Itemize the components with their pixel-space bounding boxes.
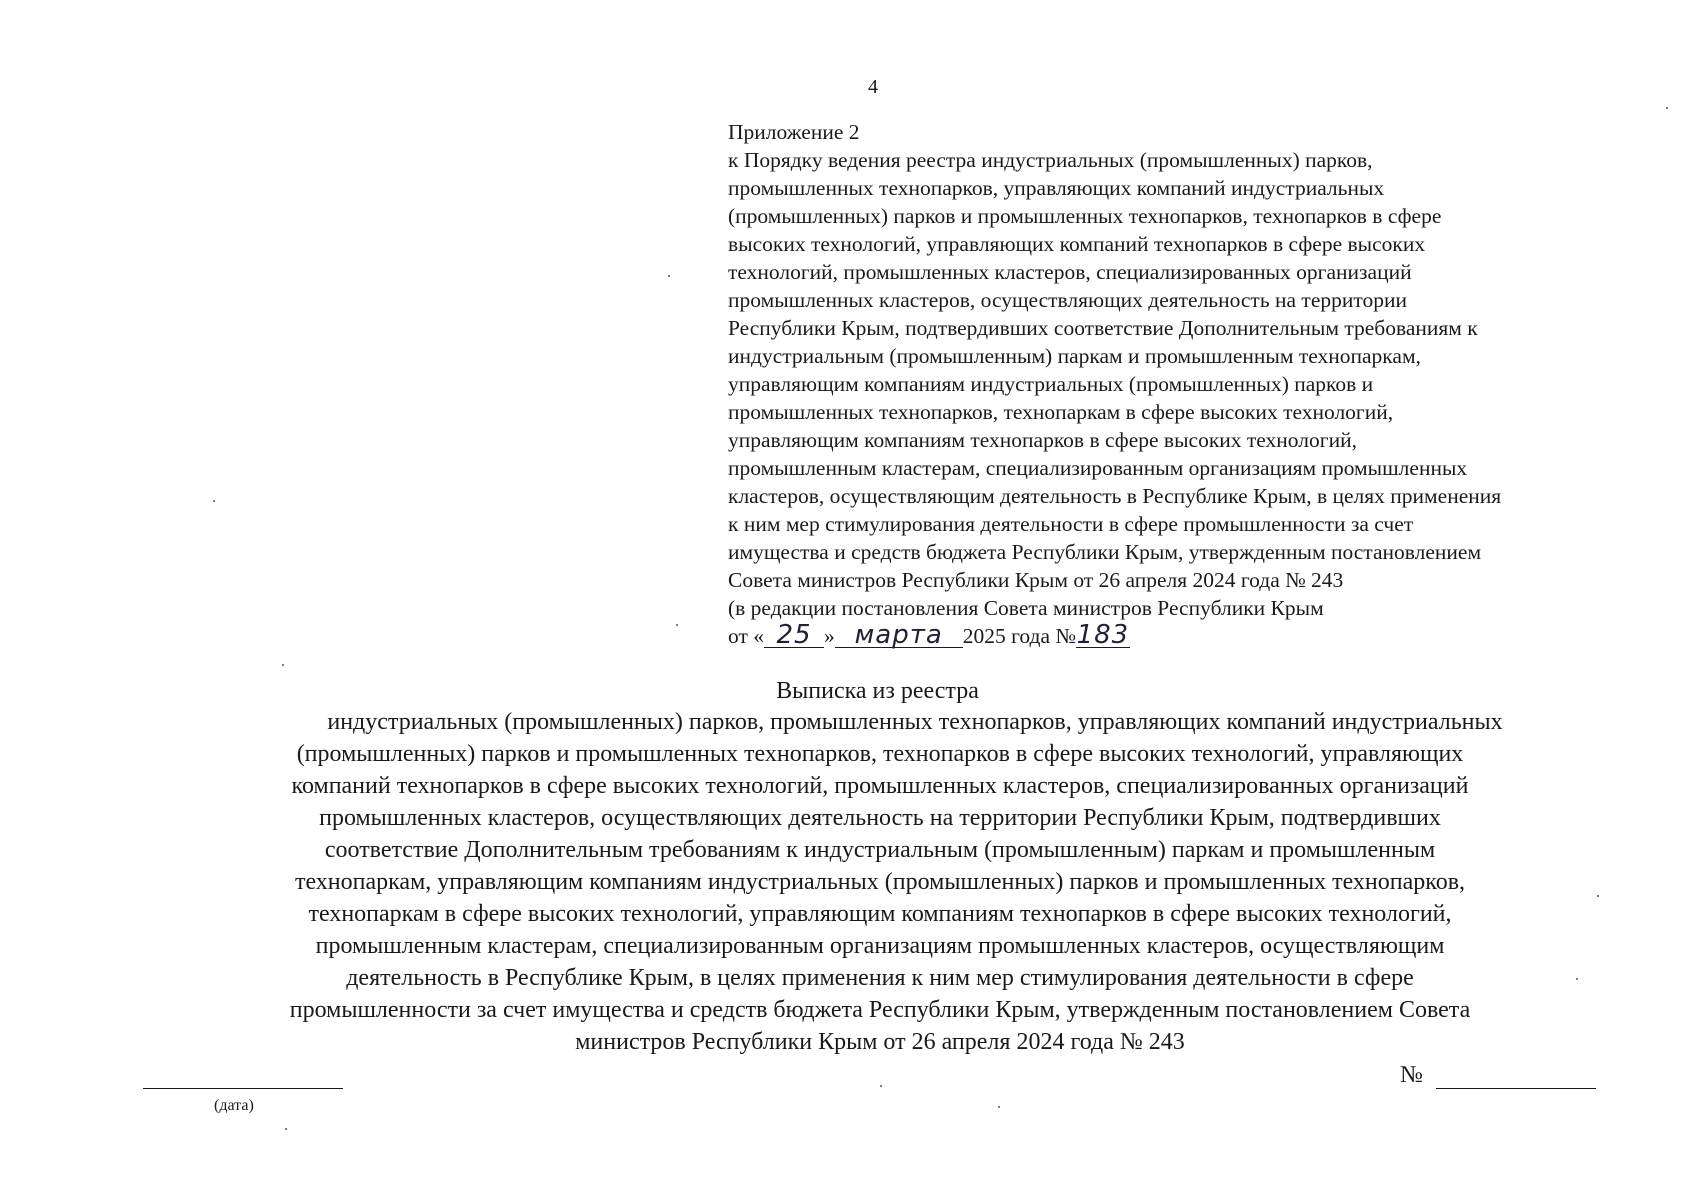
scan-speck — [285, 1128, 287, 1130]
appendix-line: (в редакции постановления Совета министров Республики Крым — [728, 596, 1324, 620]
date-prefix: от « — [728, 624, 764, 648]
extract-line: промышленных кластеров, осуществляющих деятельность на территории Республики Крым, подтвердивших — [319, 805, 1441, 831]
registry-number-blank-line — [1436, 1088, 1596, 1089]
appendix-line: промышленных кластеров, осуществляющих деятельность на территории — [728, 288, 1408, 312]
scan-speck — [668, 275, 670, 277]
scan-speck — [213, 500, 215, 502]
extract-line: (промышленных) парков и промышленных технопарков, технопарков в сфере высоких технологий, управляющих — [296, 741, 1464, 767]
handwritten-number: 183 — [1076, 620, 1130, 650]
date-caption: (дата) — [214, 1097, 254, 1114]
appendix-line: Республики Крым, подтвердивших соответствие Дополнительным требованиям к — [728, 316, 1478, 340]
extract-body — [150, 706, 1610, 1058]
scan-speck — [1576, 978, 1578, 980]
page-number: 4 — [868, 76, 878, 98]
scan-speck — [998, 1106, 1000, 1108]
appendix-line: управляющим компаниям индустриальных (промышленных) парков и — [728, 372, 1374, 396]
date-blank-line — [143, 1088, 343, 1089]
appendix-line: промышленным кластерам, специализированным организациям промышленных — [728, 456, 1468, 480]
registry-number-label: № — [1400, 1062, 1423, 1088]
appendix-line: промышленных технопарков, управляющих компаний индустриальных — [728, 176, 1385, 200]
handwritten-day: 25 — [764, 623, 824, 648]
appendix-line: Совета министров Республики Крым от 26 апреля 2024 года № 243 — [728, 568, 1344, 592]
scan-speck — [880, 1085, 882, 1087]
extract-line: промышленным кластерам, специализированным организациям промышленных кластеров, осуществляющим — [315, 933, 1445, 959]
scan-speck — [676, 624, 678, 626]
appendix-line: управляющим компаниям технопарков в сфере высоких технологий, — [728, 428, 1357, 452]
date-sep: » — [824, 624, 835, 648]
extract-line: индустриальных (промышленных) парков, промышленных технопарков, управляющих компаний индустриальных — [327, 709, 1503, 735]
appendix-line: кластеров, осуществляющим деятельность в Республике Крым, в целях применения — [728, 484, 1502, 508]
appendix-line: (промышленных) парков и промышленных технопарков, технопарков в сфере — [728, 204, 1442, 228]
appendix-line: высоких технологий, управляющих компаний технопарков в сфере высоких — [728, 232, 1426, 256]
extract-line: технопаркам в сфере высоких технологий, управляющим компаниям технопарков в сфере высоких технологий, — [308, 901, 1452, 927]
appendix-header — [728, 118, 1628, 650]
scan-speck — [282, 664, 284, 666]
appendix-line: к Порядку ведения реестра индустриальных (промышленных) парков, — [728, 148, 1373, 172]
appendix-line: индустриальным (промышленным) паркам и промышленным технопаркам, — [728, 344, 1421, 368]
scan-speck — [1597, 895, 1599, 897]
appendix-line: имущества и средств бюджета Республики Крым, утвержденным постановлением — [728, 540, 1482, 564]
scan-speck — [1666, 107, 1668, 109]
appendix-line: технологий, промышленных кластеров, специализированных организаций — [728, 260, 1412, 284]
extract-line: деятельность в Республике Крым, в целях применения к ним мер стимулирования деятельности в сфере — [346, 965, 1414, 991]
appendix-line: к ним мер стимулирования деятельности в сфере промышленности за счет — [728, 512, 1414, 536]
extract-line: промышленности за счет имущества и средств бюджета Республики Крым, утвержденным постановлением Совета — [289, 997, 1471, 1023]
extract-line: соответствие Дополнительным требованиям к индустриальным (промышленным) паркам и промышленным — [324, 837, 1436, 863]
date-year-text: 2025 года № — [962, 624, 1076, 648]
handwritten-month: марта — [835, 623, 963, 648]
amendment-date-line — [728, 622, 1628, 650]
extract-line: компаний технопарков в сфере высоких технологий, промышленных кластеров, специализированных организаций — [291, 773, 1469, 799]
extract-line: технопаркам, управляющим компаниям индустриальных (промышленных) парков и промышленных технопарков, — [294, 869, 1466, 895]
extract-title: Выписка из реестра — [776, 678, 979, 704]
extract-line: министров Республики Крым от 26 апреля 2024 года № 243 — [575, 1029, 1185, 1055]
appendix-line: промышленных технопарков, технопаркам в сфере высоких технологий, — [728, 400, 1394, 424]
appendix-line: Приложение 2 — [728, 120, 860, 144]
